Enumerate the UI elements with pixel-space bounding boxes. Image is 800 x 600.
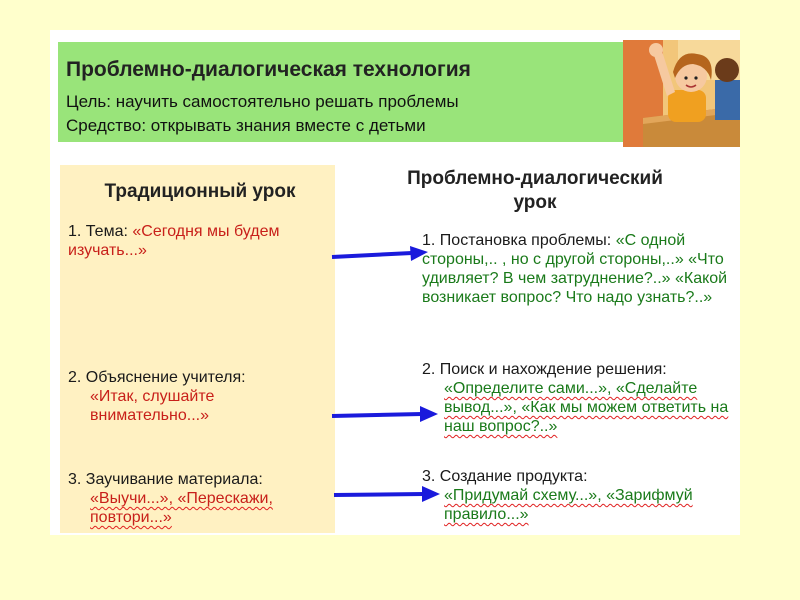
slide-title: Проблемно-диалогическая технология [66, 58, 471, 81]
item-label: 1. Тема: [68, 223, 133, 240]
arrow-right-icon-2 [330, 405, 440, 425]
item-quote: «Итак, слушайте внимательно...» [90, 388, 215, 424]
traditional-item-1 [68, 222, 328, 260]
item-quote: «Придумай схему...», «Зарифмуй правило...» [444, 487, 693, 523]
traditional-item-3 [68, 470, 338, 527]
item-quote: «С одной стороны,.. , но с другой стороны,..» «Что удивляет? В чем затруднение?..» «Какой возникает вопрос? Что надо узнать?..» [422, 232, 728, 306]
item-label: 3. Заучивание материала: [68, 471, 263, 488]
problem-dialog-item-1 [422, 231, 732, 307]
problem-dialog-lesson-heading: Проблемно-диалогический урок [407, 168, 663, 213]
item-label: 1. Постановка проблемы: [422, 232, 616, 249]
problem-dialog-item-2 [422, 360, 737, 436]
classroom-illustration [623, 40, 740, 147]
goal-text: Цель: научить самостоятельно решать проблемы [66, 92, 459, 111]
traditional-lesson-heading: Традиционный урок [104, 181, 296, 202]
means-text: Средство: открывать знания вместе с детьми [66, 116, 426, 135]
arrow-right-icon-3 [332, 485, 442, 505]
classroom-picture-icon [623, 40, 740, 147]
item-label: 2. Поиск и нахождение решения: [422, 361, 667, 378]
item-label: 3. Создание продукта: [422, 468, 588, 485]
item-quote: «Определите сами...», «Сделайте вывод...», «Как мы можем ответить на наш вопрос?..» [444, 380, 729, 435]
header-banner [58, 42, 623, 142]
arrow-right-icon-1 [330, 245, 430, 265]
item-label: 2. Объяснение учителя: [68, 369, 246, 386]
item-quote: «Выучи...», «Перескажи, повтори...» [90, 490, 273, 526]
problem-dialog-item-3 [422, 467, 732, 524]
traditional-item-2 [68, 368, 328, 425]
item-quote: «Сегодня мы будем изучать...» [68, 223, 280, 259]
slide [50, 30, 740, 535]
